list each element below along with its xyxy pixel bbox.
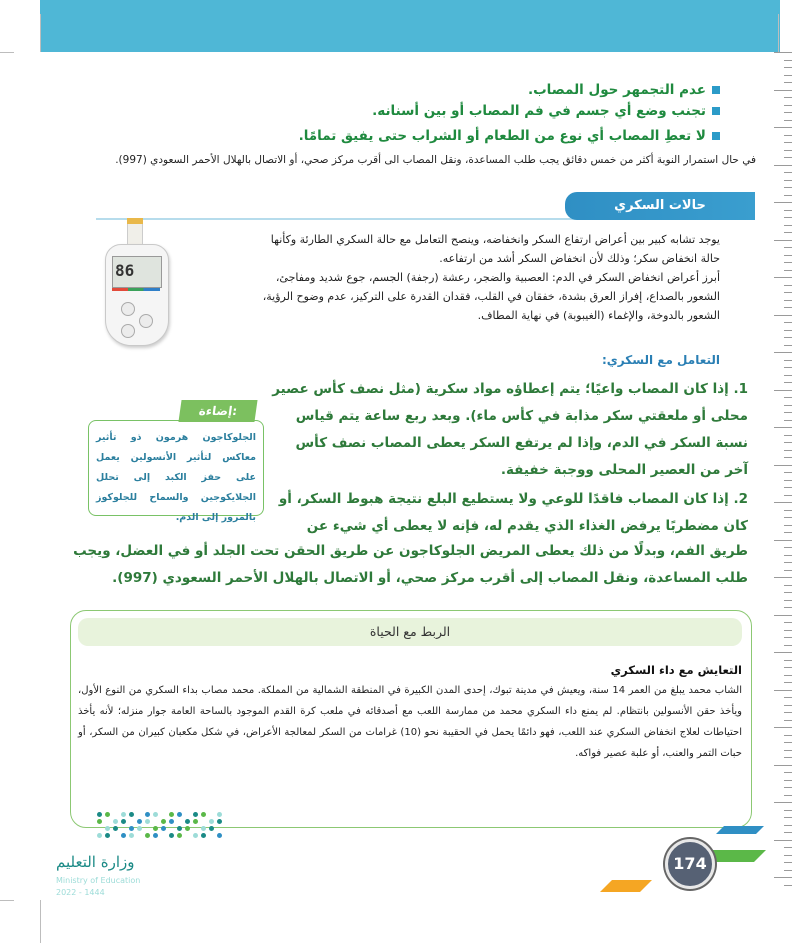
- ruler-tick: [784, 97, 792, 98]
- logo-dot: [217, 819, 222, 824]
- handling-item-2: [268, 486, 748, 540]
- ruler-tick: [784, 157, 792, 158]
- meter-reading: 86: [115, 261, 135, 280]
- logo-dot: [137, 826, 142, 831]
- decor-stripe: [716, 826, 764, 834]
- ruler-tick: [784, 120, 792, 121]
- ruler-tick: [784, 247, 792, 248]
- ruler-tick: [784, 285, 792, 286]
- ruler-tick: [774, 240, 792, 241]
- ruler-tick: [784, 255, 792, 256]
- ruler-tick: [784, 360, 792, 361]
- ruler-tick: [784, 112, 792, 113]
- logo-dot: [209, 826, 214, 831]
- logo-dot: [105, 812, 110, 817]
- logo-dot: [97, 819, 102, 824]
- ruler-tick: [784, 750, 792, 751]
- intro-line: الشعور بالصداع، إفراز العرق بشدة، خفقان في القلب، فقدان القدرة على التركيز، عدم وضوح الرؤية،: [262, 290, 720, 303]
- item-line: محلى أو ملعقتي سكر مذابة في كأس ماء). وبعد ربع ساعة يتم قياس: [295, 408, 748, 424]
- ruler-tick: [784, 855, 792, 856]
- ruler-tick: [784, 885, 792, 886]
- ruler-tick: [784, 607, 792, 608]
- logo-dot: [129, 812, 134, 817]
- crop-mark: [40, 900, 41, 943]
- logo-dot: [161, 826, 166, 831]
- ruler-tick: [774, 90, 792, 91]
- ruler-tick: [784, 525, 792, 526]
- test-strip-tip: [127, 218, 143, 224]
- ruler-tick: [774, 277, 792, 278]
- glucose-meter-image: [97, 218, 175, 346]
- ruler-tick: [784, 705, 792, 706]
- ruler-tick: [774, 877, 792, 878]
- life-connection-title: التعايش مع داء السكري: [610, 663, 742, 677]
- intro-paragraph: [232, 230, 720, 325]
- ruler-tick: [784, 637, 792, 638]
- ruler-tick: [784, 420, 792, 421]
- ruler-tick: [784, 375, 792, 376]
- ruler-tick: [784, 367, 792, 368]
- ruler-tick: [784, 682, 792, 683]
- ruler-tick: [784, 262, 792, 263]
- item-line: طلب المساعدة، ونقل المصاب إلى أقرب مركز صحي، أو الاتصال بالهلال الأحمر السعودي (997).: [112, 570, 748, 586]
- ruler-tick: [774, 540, 792, 541]
- ruler-tick: [784, 510, 792, 511]
- ruler-tick: [784, 480, 792, 481]
- logo-dot: [201, 812, 206, 817]
- ruler-tick: [784, 105, 792, 106]
- ruler-tick: [784, 82, 792, 83]
- logo-dot: [217, 812, 222, 817]
- logo-dot: [113, 819, 118, 824]
- ruler-tick: [784, 697, 792, 698]
- bullet-item: عدم التجمهر حول المصاب.: [528, 82, 720, 98]
- ruler-tick: [774, 165, 792, 166]
- bullet-item: لا تعطِ المصاب أي نوع من الطعام أو الشراب حتى يفيق تمامًا.: [299, 128, 720, 144]
- ruler-tick: [784, 472, 792, 473]
- item-line: آخر من العصير المحلى ووجبة خفيفة.: [500, 462, 748, 478]
- ruler-tick: [784, 270, 792, 271]
- handling-item-1: [268, 376, 748, 484]
- ruler-tick: [784, 757, 792, 758]
- logo-dot: [193, 812, 198, 817]
- ruler-tick: [784, 675, 792, 676]
- addition-label: إضاءة:: [178, 400, 257, 422]
- ruler-tick: [784, 450, 792, 451]
- ruler-tick: [784, 307, 792, 308]
- ruler-tick: [784, 442, 792, 443]
- logo-dot: [193, 819, 198, 824]
- ruler-tick: [784, 772, 792, 773]
- meter-button: [139, 314, 153, 328]
- ruler-tick: [784, 832, 792, 833]
- logo-dot: [177, 833, 182, 838]
- bullet-item: تجنب وضع أي جسم في فم المصاب أو بين أسنانه.: [372, 103, 720, 119]
- item-line: 2. إذا كان المصاب فاقدًا للوعي ولا يستطيع البلع نتيجة هبوط السكر، أو: [278, 491, 748, 507]
- ruler-tick: [784, 795, 792, 796]
- ruler-tick: [774, 615, 792, 616]
- item-line: 1. إذا كان المصاب واعيًا؛ يتم إعطاؤه مواد سكرية (مثل نصف كأس عصير: [272, 381, 748, 397]
- ruler-tick: [784, 787, 792, 788]
- intro-line: حالة انخفاض سكر؛ وذلك لأن انخفاض السكر أشد من ارتفاعه.: [439, 252, 720, 265]
- ruler-tick: [784, 405, 792, 406]
- logo-dot: [169, 812, 174, 817]
- ruler-tick: [774, 690, 792, 691]
- logo-dot: [185, 826, 190, 831]
- logo-dot: [201, 833, 206, 838]
- logo-dot: [153, 826, 158, 831]
- logo-dot: [169, 833, 174, 838]
- ruler-tick: [774, 765, 792, 766]
- intro-line: يوجد تشابه كبير بين أعراض ارتفاع السكر وانخفاضه، وينصح التعامل مع حالة السكري الطارئة وكأنها: [270, 233, 720, 246]
- ruler-tick: [784, 225, 792, 226]
- ruler-tick: [774, 502, 792, 503]
- ruler-tick: [784, 847, 792, 848]
- ruler-tick: [784, 780, 792, 781]
- ruler-tick: [784, 862, 792, 863]
- ruler-tick: [774, 127, 792, 128]
- page-number: 174: [665, 839, 715, 889]
- logo-dot: [177, 826, 182, 831]
- ruler-tick: [784, 735, 792, 736]
- ministry-logo: [42, 812, 202, 912]
- ruler-tick: [784, 330, 792, 331]
- ruler-tick: [784, 67, 792, 68]
- logo-dot: [129, 833, 134, 838]
- ruler-tick: [784, 217, 792, 218]
- ruler-tick: [784, 60, 792, 61]
- meter-color-bar: [112, 288, 160, 291]
- item-line: طريق الفم، وبدلًا من ذلك يعطى المريض الجلوكاجون عن طريق الحقن تحت الجلد أو في العضل، ويجب: [73, 543, 748, 559]
- ruler-tick: [784, 592, 792, 593]
- ruler-tick: [784, 142, 792, 143]
- ruler-tick: [784, 435, 792, 436]
- life-connection-header: الربط مع الحياة: [78, 618, 742, 646]
- ruler-tick: [784, 135, 792, 136]
- crop-mark: [0, 52, 14, 53]
- ruler-tick: [784, 345, 792, 346]
- logo-dot: [177, 812, 182, 817]
- ministry-year: 2022 - 1444: [56, 888, 105, 897]
- ruler-tick: [784, 622, 792, 623]
- ruler-tick: [784, 825, 792, 826]
- ruler-tick: [784, 232, 792, 233]
- ruler-tick: [774, 577, 792, 578]
- ruler-tick: [784, 532, 792, 533]
- meter-button: [121, 302, 135, 316]
- ruler-tick: [784, 570, 792, 571]
- ruler-tick: [784, 742, 792, 743]
- logo-dot: [121, 819, 126, 824]
- ruler-tick: [784, 600, 792, 601]
- ruler-tick: [784, 397, 792, 398]
- ruler-tick: [784, 817, 792, 818]
- ruler-tick: [774, 52, 792, 53]
- ruler-tick: [784, 645, 792, 646]
- handling-title: التعامل مع السكري:: [602, 353, 720, 367]
- logo-dot: [153, 812, 158, 817]
- ruler-tick: [774, 652, 792, 653]
- ruler-tick: [774, 390, 792, 391]
- logo-dot: [121, 833, 126, 838]
- ruler-tick: [784, 337, 792, 338]
- ruler-tick: [774, 465, 792, 466]
- logo-dot: [145, 833, 150, 838]
- ruler-tick: [784, 322, 792, 323]
- logo-dot: [217, 833, 222, 838]
- crop-mark: [0, 900, 14, 901]
- ruler-tick: [774, 352, 792, 353]
- decor-stripe: [600, 880, 652, 892]
- section-title: حالات السكري: [565, 192, 755, 220]
- ruler-tick: [784, 562, 792, 563]
- ruler-tick: [784, 712, 792, 713]
- ruler-tick: [784, 457, 792, 458]
- ruler-tick: [784, 630, 792, 631]
- logo-dot: [161, 819, 166, 824]
- item-line: كان مضطربًا يرفض الغذاء الذي يقدم له، فإنه لا يعطى أي شيء عن: [306, 518, 748, 534]
- top-band: [40, 0, 780, 52]
- intro-line: أبرز أعراض انخفاض السكر في الدم: العصبية والضجر، رعشة (رجفة) الجسم، جوع شديد ومفاجئ،: [275, 271, 720, 284]
- ruler-tick: [784, 412, 792, 413]
- page-ruler: [766, 52, 800, 892]
- ruler-tick: [774, 202, 792, 203]
- intro-line: الشعور بالدوخة، والإغماء (الغيبوبة) في نهاية المطاف.: [477, 309, 720, 322]
- ruler-tick: [784, 667, 792, 668]
- logo-dot: [193, 833, 198, 838]
- logo-dot: [145, 819, 150, 824]
- logo-dot: [169, 819, 174, 824]
- ruler-tick: [784, 870, 792, 871]
- ruler-tick: [784, 810, 792, 811]
- ruler-tick: [774, 315, 792, 316]
- logo-dot: [105, 826, 110, 831]
- logo-dot: [105, 833, 110, 838]
- logo-dot: [97, 833, 102, 838]
- ruler-tick: [774, 802, 792, 803]
- ministry-name: وزارة التعليم: [56, 853, 135, 871]
- ruler-tick: [784, 172, 792, 173]
- logo-dot: [121, 812, 126, 817]
- crop-mark: [778, 14, 779, 52]
- ruler-tick: [784, 187, 792, 188]
- ruler-tick: [774, 727, 792, 728]
- ministry-logo-dots: [97, 812, 227, 842]
- logo-dot: [185, 819, 190, 824]
- crop-mark: [40, 14, 41, 52]
- ruler-tick: [774, 840, 792, 841]
- ruler-tick: [784, 487, 792, 488]
- logo-dot: [113, 826, 118, 831]
- ruler-tick: [784, 292, 792, 293]
- logo-dot: [209, 819, 214, 824]
- ruler-tick: [784, 660, 792, 661]
- ruler-tick: [784, 547, 792, 548]
- ministry-subtitle: Ministry of Education: [56, 876, 141, 885]
- item-line: نسبة السكر في الدم، وإذا لم يرتفع السكر يعطى المصاب نصف كأس: [295, 435, 748, 451]
- ruler-tick: [784, 210, 792, 211]
- seizure-note: في حال استمرار النوبة أكثر من خمس دقائق يجب طلب المساعدة، ونقل المصاب الى أقرب مركز صحي، أو الاتصال بالهلال الأحمر السعودي (997).: [115, 154, 756, 166]
- logo-dot: [129, 826, 134, 831]
- ruler-tick: [784, 517, 792, 518]
- logo-dot: [137, 819, 142, 824]
- ruler-tick: [784, 720, 792, 721]
- ruler-tick: [784, 555, 792, 556]
- ruler-tick: [784, 195, 792, 196]
- logo-dot: [153, 833, 158, 838]
- ruler-tick: [784, 150, 792, 151]
- ruler-tick: [784, 495, 792, 496]
- logo-dot: [145, 812, 150, 817]
- ruler-tick: [784, 300, 792, 301]
- addition-text: الجلوكاجون هرمون ذو تأثير معاكس لتأثير الأنسولين يعمل على حفز الكبد إلى تحلل الجلايكوجين والسماح للجلوكوز بالمرور إلى الدم.: [96, 432, 256, 523]
- meter-button: [121, 324, 135, 338]
- ruler-tick: [784, 180, 792, 181]
- ruler-tick: [784, 382, 792, 383]
- ruler-tick: [784, 75, 792, 76]
- ruler-tick: [774, 427, 792, 428]
- logo-dot: [201, 826, 206, 831]
- ruler-tick: [784, 585, 792, 586]
- logo-dot: [97, 812, 102, 817]
- life-connection-text: الشاب محمد يبلغ من العمر 14 سنة، ويعيش في مدينة تبوك، إحدى المدن الكبيرة في المنطقة الشمالية من المملكة. محمد مصاب بداء السكري من النوع الأول، ويأخذ حقن الأنسولين بانتظام. لم يمنع داء السكري محمد من ممارسة اللعب مع أصدقائه في ملعب كرة القدم الموجود بالساحة العامة جوار منزله؛ لأنه يأخذ احتياطات لعلاج انخفاض السكري عند اللعب، فهو دائمًا يحمل في الحقيبة نحو (10) غرامات من السكر لمعالجة الأعراض، في شكل مكعبان كبيران من السكر، أو حبات التمر والعنب، أو علبة عصير فواكه.: [78, 685, 742, 759]
- handling-item-2-continued: [40, 538, 748, 592]
